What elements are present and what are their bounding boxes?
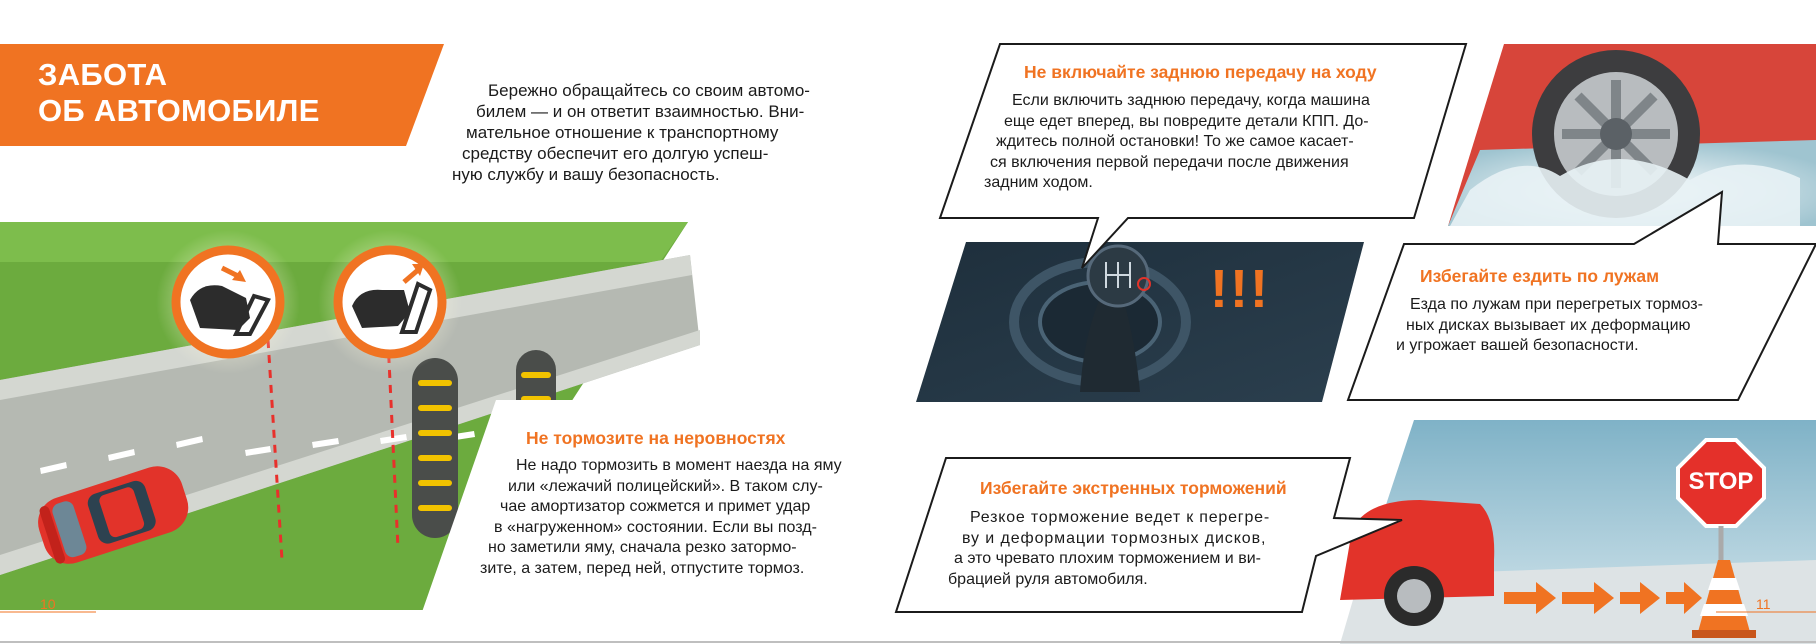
tip-reverse-line: ся включения первой передачи после движения [990, 153, 1349, 171]
tip-bumps-line: в «нагруженном» состоянии. Если вы позд- [494, 518, 817, 536]
tip-emergency-line: Резкое торможение ведет к перегре- [970, 509, 1270, 526]
intro-line: билем — и он ответит взаимностью. Вни- [476, 102, 805, 121]
wheel-puddle-photo [1448, 44, 1816, 226]
title-line-2: ОБ АВТОМОБИЛЕ [38, 93, 320, 128]
intro-line: средству обеспечит его долгую успеш- [462, 144, 769, 163]
gearshift-scene [916, 242, 1364, 402]
tip-emergency-heading: Избегайте экстренных торможений [980, 478, 1287, 498]
tip-emergency-line: ву и деформации тормозных дисков, [962, 529, 1267, 547]
tip-puddles-line: и угрожает вашей безопасности. [1396, 337, 1639, 354]
tip-reverse-line: задним ходом. [984, 174, 1093, 191]
braking-car-scene [1340, 420, 1816, 644]
tip-bumps-line: зите, а затем, перед ней, отпустите тормоз. [480, 559, 805, 577]
intro-line: мательное отношение к транспортному [466, 123, 779, 142]
tip-bumps-line: чае амортизатор сожмется и примет удар [500, 498, 811, 515]
tip-bumps-body [476, 456, 842, 579]
tip-emergency-line: а это чревато плохим торможением и ви- [954, 550, 1261, 567]
tip-reverse-line: ждитесь полной остановки! То же самое касает- [996, 133, 1354, 150]
intro-line: ную службу и вашу безопасность. [452, 165, 720, 184]
tip-bumps-line: или «лежачий полицейский». В таком слу- [508, 477, 823, 495]
tip-puddles-heading: Избегайте ездить по лужам [1420, 266, 1660, 286]
tip-reverse-body [982, 91, 1370, 194]
tip-bumps-line: Не надо тормозить в момент наезда на яму [516, 457, 842, 474]
tip-emergency-line: брацией руля автомобиля. [948, 570, 1148, 588]
tip-puddles-line: Езда по лужам при перегретых тормоз- [1410, 296, 1703, 313]
page-number-left: 10 [40, 596, 56, 612]
title-line-1: ЗАБОТА [38, 57, 168, 92]
page-title [38, 57, 320, 129]
intro-paragraph [452, 80, 852, 185]
brake-pedal-press-icon [176, 250, 280, 354]
brake-pedal-release-icon [338, 250, 442, 354]
tip-puddles-line: ных дисках вызывает их деформацию [1406, 316, 1691, 334]
stop-sign-label: STOP [1688, 468, 1754, 495]
gearshift-warning: !!! [1210, 259, 1270, 319]
tip-reverse-line: еще едет вперед, вы повредите детали КПП. До- [1004, 112, 1369, 130]
tip-bumps-heading: Не тормозите на неровностях [526, 428, 786, 448]
tip-reverse-line: Если включить заднюю передачу, когда машина [1012, 92, 1370, 109]
tip-puddles-body [1396, 295, 1703, 357]
page-number-right: 11 [1756, 596, 1771, 612]
tip-emergency-body [932, 508, 1270, 590]
speed-bump [412, 358, 458, 538]
tip-reverse-heading: Не включайте заднюю передачу на ходу [1024, 62, 1377, 82]
tip-bumps-line: но заметили яму, сначала резко затормо- [488, 539, 797, 556]
intro-line: Бережно обращайтесь со своим автомо- [488, 81, 810, 100]
